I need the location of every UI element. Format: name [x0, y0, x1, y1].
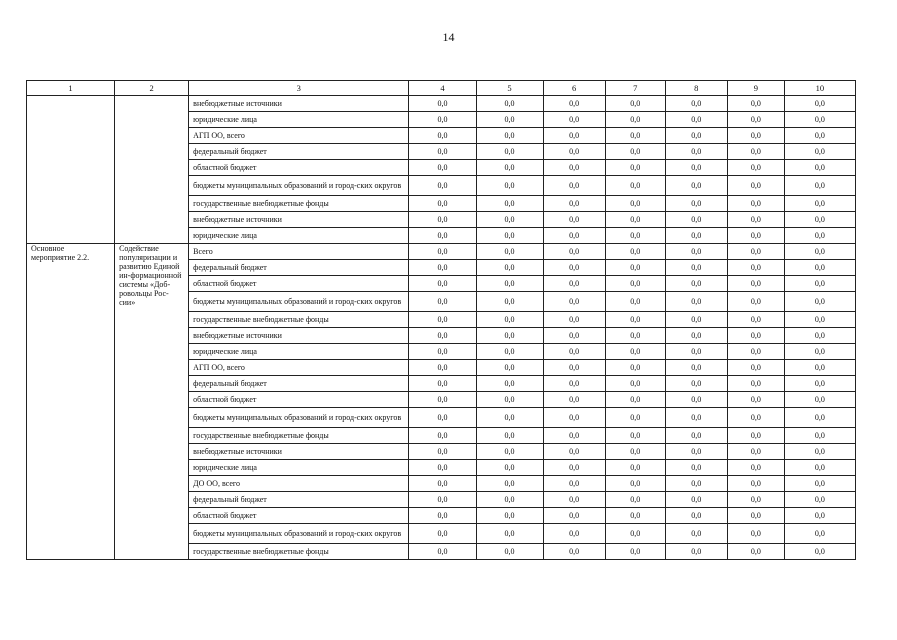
column-header-5: 5: [476, 81, 543, 96]
column-header-8: 8: [665, 81, 727, 96]
value-cell: 0,0: [409, 292, 476, 312]
value-cell: 0,0: [476, 160, 543, 176]
column-header-10: 10: [784, 81, 855, 96]
value-cell: 0,0: [727, 376, 784, 392]
funding-source-label: федеральный бюджет: [189, 144, 409, 160]
value-cell: 0,0: [665, 176, 727, 196]
value-cell: 0,0: [665, 344, 727, 360]
value-cell: 0,0: [409, 244, 476, 260]
value-cell: 0,0: [476, 112, 543, 128]
value-cell: 0,0: [665, 492, 727, 508]
value-cell: 0,0: [665, 476, 727, 492]
value-cell: 0,0: [476, 408, 543, 428]
funding-source-label: областной бюджет: [189, 508, 409, 524]
funding-source-label: федеральный бюджет: [189, 492, 409, 508]
event-name-cell: Содействие популяризации и развитию Единой ин-формационной системы «Доб-ровольцы Рос-сии»: [115, 244, 189, 560]
funding-source-label: внебюджетные источники: [189, 328, 409, 344]
value-cell: 0,0: [605, 544, 665, 560]
value-cell: 0,0: [476, 492, 543, 508]
value-cell: 0,0: [543, 196, 605, 212]
value-cell: 0,0: [727, 176, 784, 196]
value-cell: 0,0: [543, 392, 605, 408]
table-body: [27, 96, 856, 560]
value-cell: 0,0: [543, 428, 605, 444]
value-cell: 0,0: [784, 460, 855, 476]
value-cell: 0,0: [784, 276, 855, 292]
budget-table: [26, 80, 856, 560]
value-cell: 0,0: [784, 260, 855, 276]
funding-source-label: областной бюджет: [189, 392, 409, 408]
value-cell: 0,0: [409, 444, 476, 460]
value-cell: 0,0: [476, 128, 543, 144]
value-cell: 0,0: [409, 476, 476, 492]
value-cell: 0,0: [784, 312, 855, 328]
value-cell: 0,0: [727, 112, 784, 128]
value-cell: 0,0: [784, 160, 855, 176]
value-cell: 0,0: [409, 128, 476, 144]
value-cell: 0,0: [727, 128, 784, 144]
value-cell: 0,0: [727, 476, 784, 492]
value-cell: 0,0: [409, 376, 476, 392]
value-cell: 0,0: [543, 444, 605, 460]
value-cell: 0,0: [665, 196, 727, 212]
value-cell: 0,0: [665, 508, 727, 524]
value-cell: 0,0: [605, 428, 665, 444]
value-cell: 0,0: [784, 476, 855, 492]
value-cell: 0,0: [605, 360, 665, 376]
value-cell: 0,0: [476, 312, 543, 328]
value-cell: 0,0: [543, 144, 605, 160]
value-cell: 0,0: [409, 544, 476, 560]
value-cell: 0,0: [784, 96, 855, 112]
funding-source-label: государственные внебюджетные фонды: [189, 428, 409, 444]
value-cell: 0,0: [543, 112, 605, 128]
value-cell: 0,0: [665, 392, 727, 408]
funding-source-label: АГП ОО, всего: [189, 128, 409, 144]
value-cell: 0,0: [605, 244, 665, 260]
value-cell: 0,0: [409, 344, 476, 360]
value-cell: 0,0: [476, 524, 543, 544]
value-cell: 0,0: [727, 328, 784, 344]
value-cell: 0,0: [543, 176, 605, 196]
funding-source-label: областной бюджет: [189, 276, 409, 292]
value-cell: 0,0: [605, 476, 665, 492]
value-cell: 0,0: [409, 392, 476, 408]
value-cell: 0,0: [665, 96, 727, 112]
value-cell: 0,0: [784, 344, 855, 360]
value-cell: 0,0: [409, 328, 476, 344]
value-cell: 0,0: [784, 128, 855, 144]
value-cell: 0,0: [409, 160, 476, 176]
value-cell: 0,0: [665, 228, 727, 244]
funding-source-label: бюджеты муниципальных образований и город-ских округов: [189, 292, 409, 312]
column-header-6: 6: [543, 81, 605, 96]
value-cell: 0,0: [543, 244, 605, 260]
value-cell: 0,0: [784, 360, 855, 376]
value-cell: 0,0: [476, 360, 543, 376]
value-cell: 0,0: [543, 96, 605, 112]
value-cell: 0,0: [784, 244, 855, 260]
value-cell: 0,0: [409, 228, 476, 244]
funding-source-label: областной бюджет: [189, 160, 409, 176]
value-cell: 0,0: [605, 392, 665, 408]
funding-source-label: внебюджетные источники: [189, 444, 409, 460]
value-cell: 0,0: [409, 276, 476, 292]
value-cell: 0,0: [727, 212, 784, 228]
column-header-9: 9: [727, 81, 784, 96]
value-cell: 0,0: [476, 392, 543, 408]
value-cell: 0,0: [409, 196, 476, 212]
value-cell: 0,0: [543, 128, 605, 144]
value-cell: 0,0: [727, 492, 784, 508]
value-cell: 0,0: [665, 428, 727, 444]
column-header-2: 2: [115, 81, 189, 96]
funding-source-label: ДО ОО, всего: [189, 476, 409, 492]
value-cell: 0,0: [409, 360, 476, 376]
funding-source-label: АГП ОО, всего: [189, 360, 409, 376]
value-cell: 0,0: [476, 328, 543, 344]
value-cell: 0,0: [409, 408, 476, 428]
value-cell: 0,0: [409, 492, 476, 508]
value-cell: 0,0: [727, 144, 784, 160]
value-cell: 0,0: [665, 328, 727, 344]
value-cell: 0,0: [784, 428, 855, 444]
event-name-cell: [115, 96, 189, 244]
funding-source-label: внебюджетные источники: [189, 96, 409, 112]
value-cell: 0,0: [605, 276, 665, 292]
value-cell: 0,0: [784, 112, 855, 128]
value-cell: 0,0: [476, 428, 543, 444]
value-cell: 0,0: [605, 492, 665, 508]
value-cell: 0,0: [409, 508, 476, 524]
value-cell: 0,0: [476, 260, 543, 276]
page-number: 14: [442, 30, 455, 44]
value-cell: 0,0: [543, 360, 605, 376]
value-cell: 0,0: [543, 492, 605, 508]
funding-source-label: государственные внебюджетные фонды: [189, 196, 409, 212]
value-cell: 0,0: [727, 544, 784, 560]
value-cell: 0,0: [727, 312, 784, 328]
value-cell: 0,0: [727, 196, 784, 212]
value-cell: 0,0: [665, 312, 727, 328]
value-cell: 0,0: [605, 260, 665, 276]
value-cell: 0,0: [665, 460, 727, 476]
funding-source-label: юридические лица: [189, 112, 409, 128]
value-cell: 0,0: [784, 376, 855, 392]
value-cell: 0,0: [409, 212, 476, 228]
value-cell: 0,0: [543, 292, 605, 312]
value-cell: 0,0: [476, 292, 543, 312]
value-cell: 0,0: [605, 524, 665, 544]
value-cell: 0,0: [543, 228, 605, 244]
value-cell: 0,0: [605, 160, 665, 176]
value-cell: 0,0: [543, 328, 605, 344]
value-cell: 0,0: [476, 196, 543, 212]
value-cell: 0,0: [784, 544, 855, 560]
value-cell: 0,0: [476, 96, 543, 112]
value-cell: 0,0: [784, 196, 855, 212]
value-cell: 0,0: [543, 544, 605, 560]
value-cell: 0,0: [409, 460, 476, 476]
value-cell: 0,0: [605, 176, 665, 196]
funding-source-label: государственные внебюджетные фонды: [189, 544, 409, 560]
value-cell: 0,0: [784, 508, 855, 524]
value-cell: 0,0: [727, 160, 784, 176]
value-cell: 0,0: [784, 444, 855, 460]
value-cell: 0,0: [727, 344, 784, 360]
value-cell: 0,0: [727, 260, 784, 276]
value-cell: 0,0: [476, 444, 543, 460]
value-cell: 0,0: [727, 408, 784, 428]
value-cell: 0,0: [476, 176, 543, 196]
funding-source-label: бюджеты муниципальных образований и город-ских округов: [189, 408, 409, 428]
value-cell: 0,0: [543, 212, 605, 228]
value-cell: 0,0: [605, 328, 665, 344]
value-cell: 0,0: [605, 144, 665, 160]
funding-source-label: юридические лица: [189, 344, 409, 360]
funding-source-label: бюджеты муниципальных образований и город-ских округов: [189, 176, 409, 196]
column-header-4: 4: [409, 81, 476, 96]
header-row: [27, 81, 856, 96]
value-cell: 0,0: [665, 376, 727, 392]
value-cell: 0,0: [409, 260, 476, 276]
value-cell: 0,0: [409, 524, 476, 544]
value-cell: 0,0: [476, 476, 543, 492]
value-cell: 0,0: [543, 460, 605, 476]
value-cell: 0,0: [543, 260, 605, 276]
funding-source-label: юридические лица: [189, 460, 409, 476]
column-header-3: 3: [189, 81, 409, 96]
value-cell: 0,0: [665, 244, 727, 260]
value-cell: 0,0: [543, 276, 605, 292]
value-cell: 0,0: [605, 312, 665, 328]
value-cell: 0,0: [784, 524, 855, 544]
value-cell: 0,0: [543, 524, 605, 544]
value-cell: 0,0: [476, 276, 543, 292]
value-cell: 0,0: [605, 460, 665, 476]
value-cell: 0,0: [605, 96, 665, 112]
value-cell: 0,0: [727, 360, 784, 376]
value-cell: 0,0: [605, 212, 665, 228]
value-cell: 0,0: [543, 376, 605, 392]
value-cell: 0,0: [727, 444, 784, 460]
value-cell: 0,0: [476, 344, 543, 360]
value-cell: 0,0: [784, 492, 855, 508]
value-cell: 0,0: [727, 228, 784, 244]
funding-source-label: государственные внебюджетные фонды: [189, 312, 409, 328]
event-cell: [27, 96, 115, 244]
value-cell: 0,0: [409, 96, 476, 112]
value-cell: 0,0: [605, 228, 665, 244]
value-cell: 0,0: [727, 428, 784, 444]
value-cell: 0,0: [665, 260, 727, 276]
value-cell: 0,0: [409, 112, 476, 128]
funding-source-label: внебюджетные источники: [189, 212, 409, 228]
value-cell: 0,0: [476, 244, 543, 260]
value-cell: 0,0: [727, 96, 784, 112]
value-cell: 0,0: [605, 408, 665, 428]
funding-source-label: бюджеты муниципальных образований и город-ских округов: [189, 524, 409, 544]
value-cell: 0,0: [476, 144, 543, 160]
value-cell: 0,0: [784, 392, 855, 408]
value-cell: 0,0: [727, 392, 784, 408]
table-row: [27, 244, 856, 260]
value-cell: 0,0: [665, 444, 727, 460]
value-cell: 0,0: [476, 544, 543, 560]
value-cell: 0,0: [665, 212, 727, 228]
value-cell: 0,0: [727, 292, 784, 312]
value-cell: 0,0: [605, 344, 665, 360]
value-cell: 0,0: [784, 328, 855, 344]
value-cell: 0,0: [727, 508, 784, 524]
value-cell: 0,0: [784, 176, 855, 196]
event-cell: Основное мероприятие 2.2.: [27, 244, 115, 560]
value-cell: 0,0: [665, 144, 727, 160]
table-row: [27, 96, 856, 112]
value-cell: 0,0: [727, 276, 784, 292]
value-cell: 0,0: [476, 228, 543, 244]
value-cell: 0,0: [605, 128, 665, 144]
value-cell: 0,0: [665, 160, 727, 176]
column-header-7: 7: [605, 81, 665, 96]
funding-source-label: Всего: [189, 244, 409, 260]
value-cell: 0,0: [605, 196, 665, 212]
value-cell: 0,0: [409, 312, 476, 328]
value-cell: 0,0: [605, 292, 665, 312]
value-cell: 0,0: [605, 508, 665, 524]
value-cell: 0,0: [727, 524, 784, 544]
value-cell: 0,0: [665, 276, 727, 292]
value-cell: 0,0: [784, 212, 855, 228]
value-cell: 0,0: [784, 408, 855, 428]
value-cell: 0,0: [476, 212, 543, 228]
value-cell: 0,0: [727, 244, 784, 260]
value-cell: 0,0: [543, 408, 605, 428]
value-cell: 0,0: [605, 444, 665, 460]
value-cell: 0,0: [665, 408, 727, 428]
value-cell: 0,0: [543, 344, 605, 360]
value-cell: 0,0: [409, 176, 476, 196]
value-cell: 0,0: [665, 544, 727, 560]
value-cell: 0,0: [476, 508, 543, 524]
value-cell: 0,0: [409, 428, 476, 444]
funding-source-label: федеральный бюджет: [189, 260, 409, 276]
value-cell: 0,0: [543, 508, 605, 524]
column-header-1: 1: [27, 81, 115, 96]
value-cell: 0,0: [665, 128, 727, 144]
funding-source-label: федеральный бюджет: [189, 376, 409, 392]
value-cell: 0,0: [784, 292, 855, 312]
value-cell: 0,0: [665, 292, 727, 312]
value-cell: 0,0: [543, 312, 605, 328]
value-cell: 0,0: [543, 160, 605, 176]
value-cell: 0,0: [784, 144, 855, 160]
value-cell: 0,0: [543, 476, 605, 492]
value-cell: 0,0: [605, 112, 665, 128]
value-cell: 0,0: [409, 144, 476, 160]
value-cell: 0,0: [605, 376, 665, 392]
value-cell: 0,0: [665, 112, 727, 128]
value-cell: 0,0: [476, 376, 543, 392]
value-cell: 0,0: [784, 228, 855, 244]
value-cell: 0,0: [476, 460, 543, 476]
funding-source-label: юридические лица: [189, 228, 409, 244]
value-cell: 0,0: [727, 460, 784, 476]
value-cell: 0,0: [665, 360, 727, 376]
value-cell: 0,0: [665, 524, 727, 544]
